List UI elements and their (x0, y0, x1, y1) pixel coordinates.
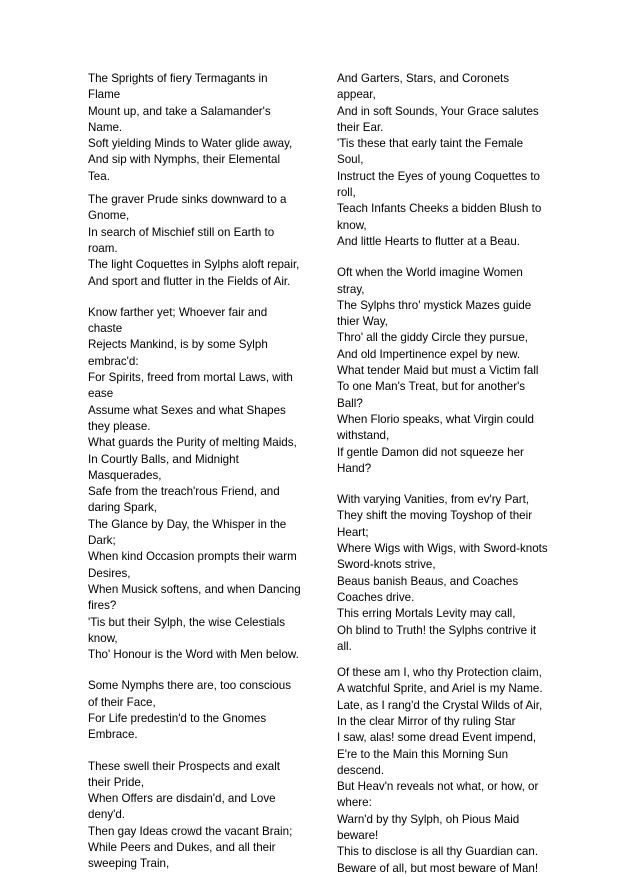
poem-line: What tender Maid but must a Victim fall (337, 364, 539, 378)
poem-line: Oh blind to Truth! the Sylphs contrive it (337, 623, 537, 637)
poem-line: These swell their Prospects and exalt (88, 759, 281, 773)
poem-line: And sport and flutter in the Fields of Air. (88, 274, 291, 288)
poem-line: 'Tis these that early taint the Female (337, 137, 524, 151)
poem-line: If gentle Damon did not squeeze her (337, 445, 524, 459)
poem-line: And Garters, Stars, and Coronets (337, 72, 510, 85)
poem-line: Beaus banish Beaus, and Coaches (337, 574, 519, 588)
poem-line: Rejects Mankind, is by some Sylph (88, 338, 268, 352)
poem-line: Of these am I, who thy Protection claim, (337, 666, 542, 680)
poem-line: Thro' all the giddy Circle they pursue, (337, 331, 529, 345)
poem-line: In the clear Mirror of thy ruling Star (337, 714, 516, 728)
poem-line: Dark; (88, 534, 116, 548)
poem-line: fires? (88, 599, 117, 613)
poem-line: Desires, (88, 566, 131, 580)
poem-line: Oft when the World imagine Women (337, 266, 523, 280)
poem-line: know, (88, 631, 118, 645)
poem-line: deny'd. (88, 808, 126, 822)
poem-line: Beware of all, but most beware of Man! (337, 861, 539, 875)
poem-line: where: (337, 796, 372, 810)
poem-line: Hand? (337, 461, 372, 475)
poem-line: The Glance by Day, the Whisper in the (88, 517, 287, 531)
poem-line: This to disclose is all thy Guardian can. (337, 845, 539, 859)
poem-line: Soul, (337, 153, 364, 167)
poem-line: What guards the Purity of melting Maids, (88, 436, 297, 450)
stanza-gap (88, 663, 301, 678)
poem-line: their Ear. (337, 120, 384, 134)
poem-line: Instruct the Eyes of young Coquettes to (337, 169, 541, 183)
poem-line: A watchful Sprite, and Ariel is my Name. (337, 682, 543, 696)
left-text-column (88, 71, 301, 873)
poem-line: E're to the Main this Morning Sun (337, 747, 509, 761)
poem-line: While Peers and Dukes, and all their (88, 841, 276, 855)
poem-line: When Musick softens, and when Dancing (88, 582, 301, 596)
poem-line: Warn'd by thy Sylph, oh Pious Maid (337, 812, 520, 826)
poem-line: Coaches drive. (337, 590, 415, 604)
poem-line: When Offers are disdain'd, and Love (88, 792, 276, 806)
poem-line: When Florio speaks, what Virgin could (337, 412, 534, 426)
poem-line: Soft yielding Minds to Water glide away, (88, 137, 293, 151)
poem-line: And in soft Sounds, Your Grace salutes (337, 104, 539, 118)
poem-line: And little Hearts to flutter at a Beau. (337, 234, 521, 248)
poem-line: chaste (88, 322, 123, 336)
poem-line: they please. (88, 419, 151, 433)
poem-line: For Spirits, freed from mortal Laws, with (88, 371, 293, 385)
poem-line: Then gay Ideas crowd the vacant Brain; (88, 824, 293, 838)
poem-line: Embrace. (88, 728, 138, 742)
poem-line: Late, as I rang'd the Crystal Wilds of Air, (337, 698, 543, 712)
poem-line: In search of Mischief still on Earth to (88, 225, 275, 239)
poem-line: beware! (337, 829, 379, 843)
right-text-column (337, 71, 548, 877)
poem-line: For Life predestin'd to the Gnomes (88, 711, 267, 725)
poem-line: The Sprights of fiery Termagants in (88, 72, 268, 85)
poem-line: In Courtly Balls, and Midnight (88, 452, 239, 466)
poem-line: Heart; (337, 525, 369, 539)
poem-line: Know farther yet; Whoever fair and (88, 305, 268, 319)
poem-line: The Sylphs thro' mystick Mazes guide (337, 298, 532, 312)
poem-line: daring Spark, (88, 501, 157, 515)
poem-line: Gnome, (88, 209, 130, 223)
poem-line: Name. (88, 120, 123, 134)
poem-line: The graver Prude sinks downward to a (88, 193, 287, 207)
stanza-gap (88, 185, 301, 192)
poem-line: To one Man's Treat, but for another's (337, 380, 526, 394)
poem-line: Tho' Honour is the Word with Men below. (88, 648, 299, 662)
poem-line: Ball? (337, 396, 363, 410)
poem-line: Flame (88, 88, 121, 102)
poem-line: embrac'd: (88, 354, 139, 368)
poem-line: know, (337, 218, 367, 232)
stanza-gap (88, 744, 301, 759)
poem-line: They shift the moving Toyshop of their (337, 509, 533, 523)
stanza-gap (337, 477, 548, 492)
poem-line: Where Wigs with Wigs, with Sword-knots (337, 542, 548, 556)
poem-line: withstand, (337, 429, 390, 443)
poem-line: When kind Occasion prompts their warm (88, 550, 297, 564)
poem-line: Some Nymphs there are, too conscious (88, 679, 291, 693)
poem-line: of their Face, (88, 695, 156, 709)
poem-line: Safe from the treach'rous Friend, and (88, 485, 280, 499)
poem-line: And sip with Nymphs, their Elemental (88, 153, 281, 167)
poem-line: This erring Mortals Levity may call, (337, 607, 516, 621)
poem-line: And old Impertinence expel by new. (337, 347, 521, 361)
poem-line: The light Coquettes in Sylphs aloft repair, (88, 258, 300, 272)
poem-line: Tea. (88, 169, 110, 183)
poem-line: Assume what Sexes and what Shapes (88, 403, 286, 417)
poem-line: roll, (337, 186, 356, 200)
poem-line: Mount up, and take a Salamander's (88, 104, 271, 118)
poem-line: With varying Vanities, from ev'ry Part, (337, 493, 530, 507)
poem-line: 'Tis but their Sylph, the wise Celestials (88, 615, 286, 629)
poem-line: roam. (88, 241, 118, 255)
poem-line: appear, (337, 88, 376, 102)
poem-line: I saw, alas! some dread Event impend, (337, 731, 537, 745)
poem-line: Masquerades, (88, 468, 162, 482)
poem-line: thier Way, (337, 315, 388, 329)
poem-line: But Heav'n reveals not what, or how, or (337, 780, 539, 794)
stanza-gap (337, 250, 548, 265)
stanza-gap (337, 655, 548, 665)
stanza-gap (88, 290, 301, 305)
poem-line: descend. (337, 763, 385, 777)
poem-line: stray, (337, 282, 365, 296)
poem-line: sweeping Train, (88, 857, 170, 871)
poem-line: Teach Infants Cheeks a bidden Blush to (337, 202, 542, 216)
poem-line: all. (337, 639, 352, 653)
poem-line: their Pride, (88, 775, 145, 789)
poem-line: ease (88, 387, 114, 401)
poem-line: Sword-knots strive, (337, 558, 436, 572)
